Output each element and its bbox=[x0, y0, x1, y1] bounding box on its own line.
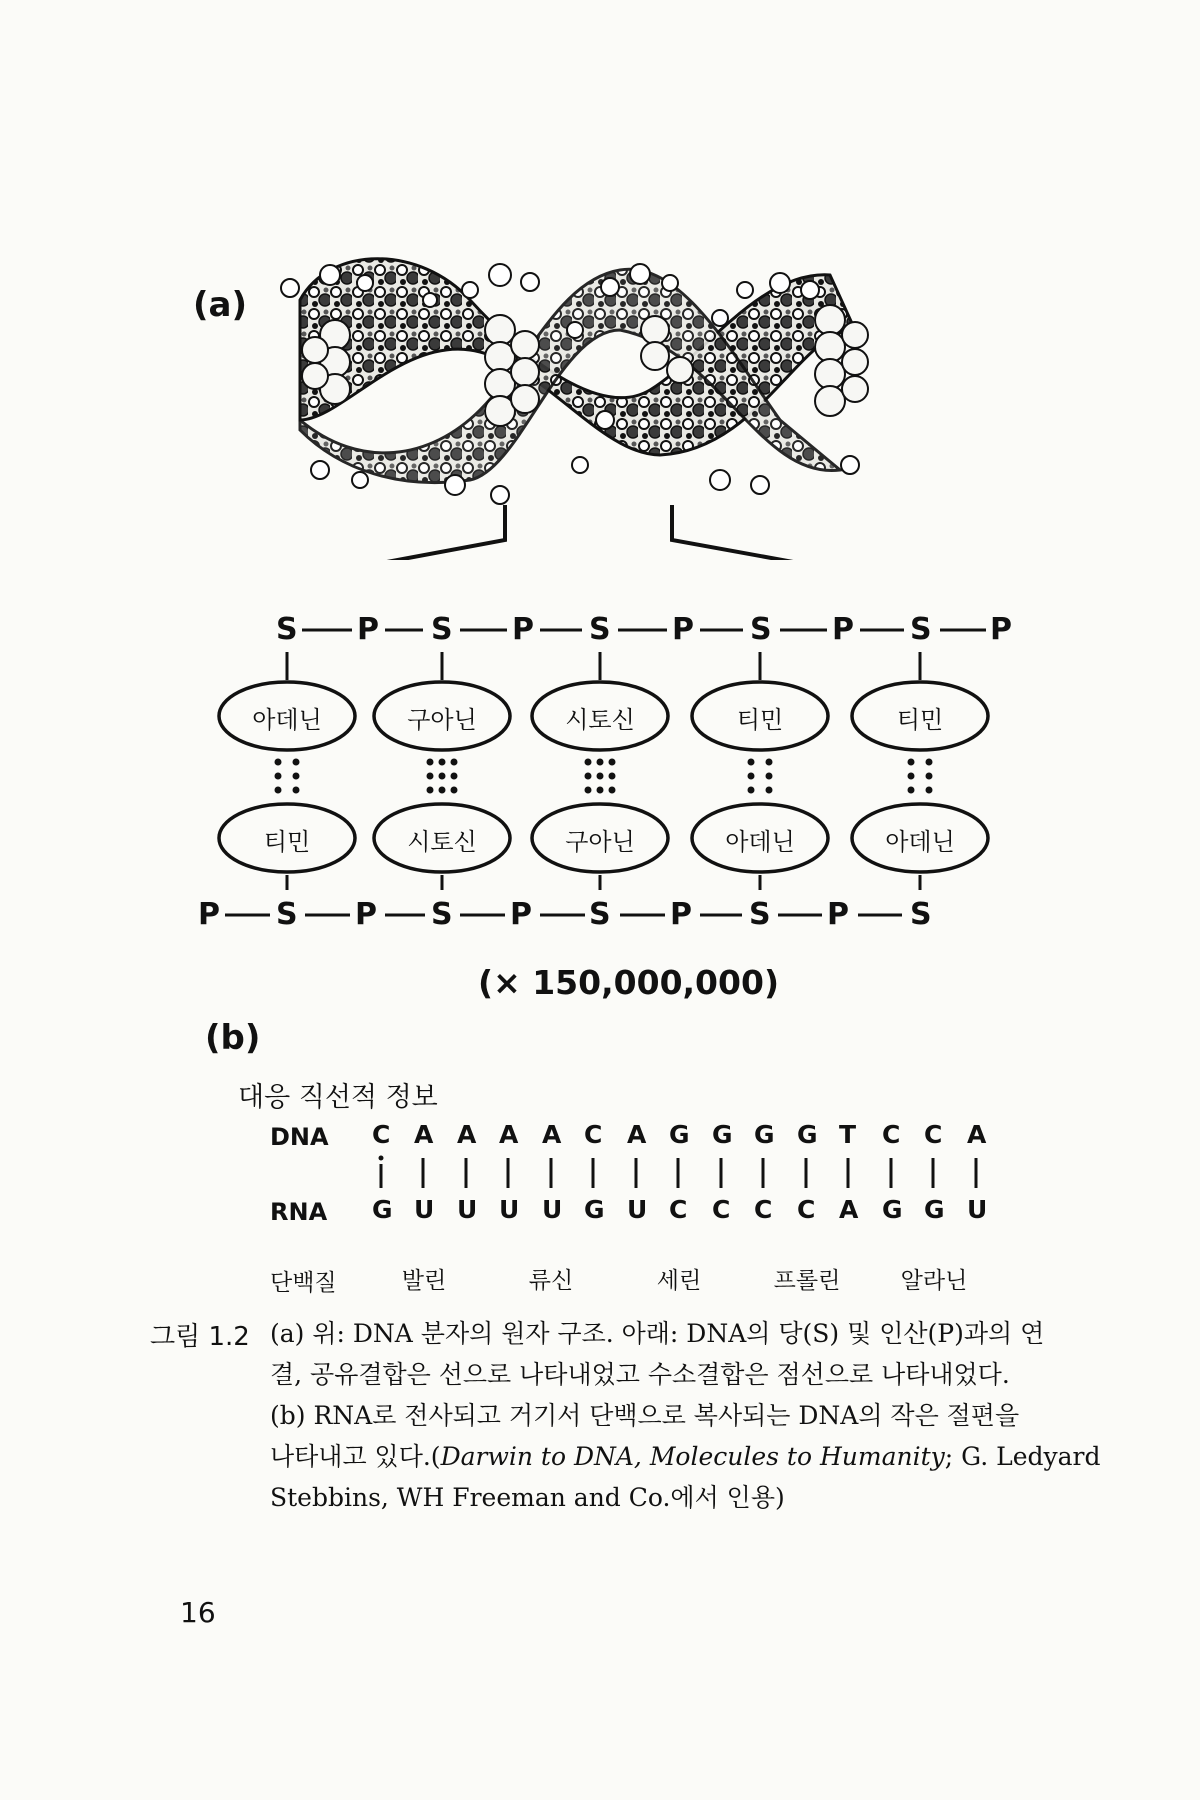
rna-base: G bbox=[924, 1195, 945, 1224]
lower-base-5: 아데닌 bbox=[885, 828, 955, 856]
rna-base: C bbox=[797, 1195, 816, 1224]
dna-base: A bbox=[542, 1120, 562, 1149]
amino-acid-4: 프롤린 bbox=[773, 1268, 841, 1294]
rna-base: U bbox=[967, 1195, 988, 1224]
upper-strand-s-5: S bbox=[910, 612, 932, 647]
dna-base: G bbox=[669, 1120, 690, 1149]
amino-acid-5: 알라닌 bbox=[900, 1268, 968, 1294]
caption-line-1: (a) 위: DNA 분자의 원자 구조. 아래: DNA의 당(S) 및 인산(P)과의 연 bbox=[270, 1319, 1045, 1348]
rna-base: G bbox=[882, 1195, 903, 1224]
caption-line-4-post: ; G. Ledyard bbox=[944, 1442, 1101, 1471]
citation-title: Darwin to DNA, Molecules to Humanity bbox=[440, 1442, 945, 1471]
upper-strand-s-4: S bbox=[750, 612, 772, 647]
upper-base-3: 시토신 bbox=[565, 706, 635, 734]
dna-base: C bbox=[882, 1120, 901, 1149]
figure-caption bbox=[270, 1313, 1101, 1518]
upper-strand-p-2: P bbox=[512, 612, 534, 647]
upper-base-1: 아데닌 bbox=[252, 706, 322, 734]
caption-line-5: Stebbins, WH Freeman and Co.에서 인용) bbox=[270, 1483, 785, 1512]
figure-number: 그림 1.2 bbox=[150, 1322, 250, 1352]
lower-strand-s-4: S bbox=[749, 897, 771, 932]
dna-base: A bbox=[967, 1120, 987, 1149]
rna-base: U bbox=[414, 1195, 435, 1224]
lower-strand-p-5: P bbox=[827, 897, 849, 932]
panel-b-title: 대응 직선적 정보 bbox=[238, 1082, 438, 1113]
upper-strand-p-4: P bbox=[832, 612, 854, 647]
upper-base-5: 티민 bbox=[896, 706, 944, 734]
rna-base: G bbox=[372, 1195, 393, 1224]
lower-base-1: 티민 bbox=[263, 828, 311, 856]
dna-base: A bbox=[627, 1120, 647, 1149]
lower-strand-s-1: S bbox=[276, 897, 298, 932]
amino-acid-3: 세린 bbox=[656, 1268, 702, 1294]
lower-strand-p-2: P bbox=[355, 897, 377, 932]
caption-line-4-pre: 나타내고 있다.( bbox=[270, 1442, 441, 1471]
upper-base-4: 티민 bbox=[736, 706, 784, 734]
dna-base: A bbox=[499, 1120, 519, 1149]
rna-base: U bbox=[499, 1195, 520, 1224]
dna-base: A bbox=[457, 1120, 477, 1149]
amino-acid-2: 류신 bbox=[528, 1268, 574, 1294]
lower-strand-p-3: P bbox=[510, 897, 532, 932]
rna-label: RNA bbox=[270, 1198, 328, 1226]
amino-acid-1: 발린 bbox=[401, 1268, 447, 1294]
dna-label: DNA bbox=[270, 1123, 329, 1151]
lower-strand-s-5: S bbox=[910, 897, 932, 932]
dna-base: T bbox=[839, 1120, 857, 1149]
rna-base: U bbox=[627, 1195, 648, 1224]
upper-strand-s-1: S bbox=[276, 612, 298, 647]
dna-base: C bbox=[924, 1120, 943, 1149]
page-number: 16 bbox=[180, 1596, 216, 1629]
panel-b-label: (b) bbox=[205, 1018, 261, 1058]
rna-base: C bbox=[669, 1195, 688, 1224]
panel-a-label: (a) bbox=[193, 285, 248, 325]
lower-base-2: 시토신 bbox=[407, 828, 477, 856]
rna-base: U bbox=[457, 1195, 478, 1224]
caption-line-3: (b) RNA로 전사되고 거기서 단백으로 복사되는 DNA의 작은 절편을 bbox=[270, 1401, 1020, 1430]
rna-base: C bbox=[754, 1195, 773, 1224]
caption-line-4 bbox=[270, 1436, 1101, 1477]
magnification-label: (× 150,000,000) bbox=[478, 963, 780, 1002]
dna-base: C bbox=[372, 1120, 391, 1149]
upper-strand-p-5: P bbox=[990, 612, 1012, 647]
upper-strand-s-2: S bbox=[431, 612, 453, 647]
upper-base-2: 구아닌 bbox=[407, 706, 477, 734]
lower-strand-p-1: P bbox=[198, 897, 220, 932]
dna-base: G bbox=[754, 1120, 775, 1149]
rna-base: A bbox=[839, 1195, 859, 1224]
dna-base: G bbox=[797, 1120, 818, 1149]
upper-strand-p-3: P bbox=[672, 612, 694, 647]
protein-label: 단백질 bbox=[270, 1270, 337, 1296]
dna-base: C bbox=[584, 1120, 603, 1149]
rna-base: C bbox=[712, 1195, 731, 1224]
lower-strand-p-4: P bbox=[670, 897, 692, 932]
lower-strand-s-3: S bbox=[589, 897, 611, 932]
lower-base-3: 구아닌 bbox=[565, 828, 635, 856]
dna-base: A bbox=[414, 1120, 434, 1149]
rna-base: G bbox=[584, 1195, 605, 1224]
lower-strand-s-2: S bbox=[431, 897, 453, 932]
rna-base: U bbox=[542, 1195, 563, 1224]
upper-strand-s-3: S bbox=[589, 612, 611, 647]
lower-base-4: 아데닌 bbox=[725, 828, 795, 856]
caption-line-2: 결, 공유결합은 선으로 나타내었고 수소결합은 점선으로 나타내었다. bbox=[270, 1360, 1010, 1389]
dna-base: G bbox=[712, 1120, 733, 1149]
upper-strand-p-1: P bbox=[357, 612, 379, 647]
